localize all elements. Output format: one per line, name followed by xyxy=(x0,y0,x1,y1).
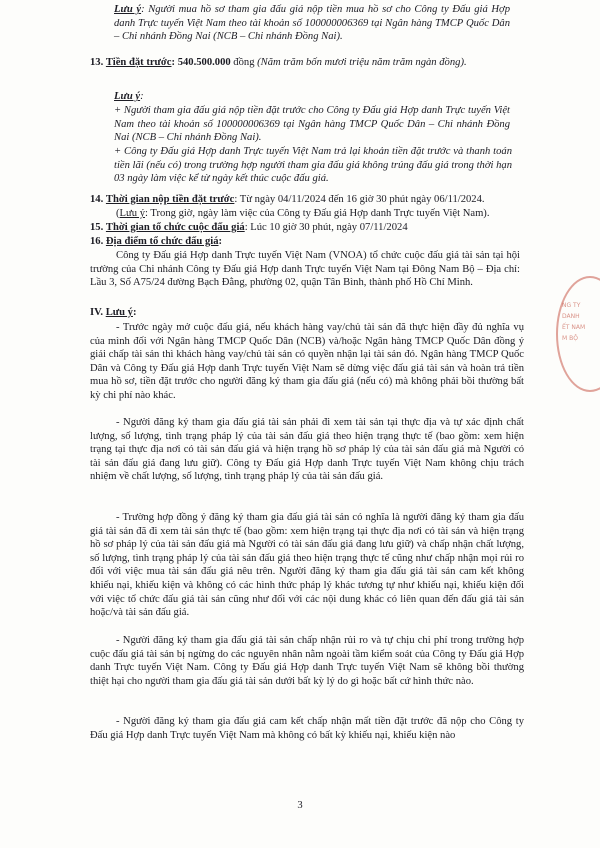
section-13-deposit xyxy=(90,56,520,70)
section-num: 16. xyxy=(90,236,104,247)
section-16-heading xyxy=(90,235,520,249)
notice-bullet-2: - Người đăng ký tham gia đấu giá tài sản phải đi xem tài sản tại thực địa và tự xác định chất lượng, số lượng, tình trạng pháp lý của tài sản đấu giá theo hiện trạng thực tế (bao gồm: xem hiện trạng tại thực địa nơi có tài sản đấu giá và hiện trạng hồ sơ pháp lý của tài sản đấu giá mà Người có tài sản đấu giá đang lưu giữ). Công ty Đấu giá Hợp danh Trực tuyến Việt Nam không chịu trách nhiệm về chất lượng, số lượng, tình trạng pháp lý của tài sản đấu giá. xyxy=(90,417,524,483)
section-colon: : xyxy=(132,307,137,318)
note-label: Lưu ý xyxy=(114,91,141,102)
seal-line: DANH xyxy=(562,313,580,320)
section-colon: : xyxy=(171,57,178,68)
section-num: 15. xyxy=(90,222,104,233)
notice-bullet-4: - Người đăng ký tham gia đấu giá tài sản chấp nhận rủi ro và tự chịu chi phí trong trường hợp cuộc đấu giá tài sản bị ngừng do các nguyên nhân nằm ngoài tầm kiểm soát của Công ty Đấu giá Hợp danh Trực tuyến Việt Nam. Công ty Đấu giá Hợp danh Trực tuyến Việt Nam sẽ không bồi thường thiệt hại cho người tham gia đấu giá tài sản dưới bất kỳ lý do gì hoặc bất cứ hình thức nào. xyxy=(90,635,524,687)
deposit-unit: đồng xyxy=(230,57,258,68)
page-number: 3 xyxy=(297,800,303,811)
section-16-address xyxy=(90,249,520,290)
note-label: Lưu ý xyxy=(114,4,142,15)
section-label: Thời gian tổ chức cuộc đấu giá xyxy=(105,222,245,233)
notice-bullet-1: - Trước ngày mở cuộc đấu giá, nếu khách hàng vay/chủ tài sản đã thực hiện đầy đủ nghĩa vụ của mình đối với Ngân hàng TMCP Quốc Dân (NCB) và/hoặc Ngân hàng TMCP Quốc Dân đồng ý giải chấp tài sản thì khách hàng vay/chủ tài sản có quyền nhận lại tài sản đó. Ngân hàng TMCP Quốc Dân và Công ty Đấu giá Hợp danh Trực tuyến Việt Nam sẽ dừng việc đấu giá tài sản và hoàn trả tiền mua hồ sơ, tiền đặt trước cho người đăng ký tham gia đấu giá (nếu có) mà không phải bồi thường bất kỳ chi phí nào khác. xyxy=(90,322,524,401)
section-label: Lưu ý xyxy=(105,307,133,318)
section-15-auction-time xyxy=(90,221,520,235)
note-2-heading xyxy=(114,90,510,104)
note-text: : Trong giờ, ngày làm việc của Công ty Đấu giá Hợp danh Trực tuyến Việt Nam). xyxy=(145,208,490,219)
seal-line: M BỘ xyxy=(562,335,578,342)
seal-text xyxy=(562,300,585,344)
deposit-amount-words: (Năm trăm bốn mươi triệu năm trăm ngàn đồng). xyxy=(257,57,467,68)
note-2-bullet-2: + Công ty Đấu giá Hợp danh Trực tuyến Việt Nam trả lại khoản tiền đặt trước và thanh toán tiền lãi (nếu có) trong trường hợp người tham gia đấu giá không trúng đấu giá trong thời hạn 03 ngày làm việc kể từ ngày kết thúc cuộc đấu giá. xyxy=(114,146,512,185)
note-2-bullet-1: + Người tham gia đấu giá nộp tiền đặt trước cho Công ty Đấu giá Hợp danh Trực tuyến Việt Nam theo tài khoản số 100000006369 tại Ngân hàng TMCP Quốc Dân – Chi nhánh Đồng Nai (NCB – Chi nhánh Đồng Nai). xyxy=(114,105,510,144)
section-text: : Lúc 10 giờ 30 phút, ngày 07/11/2024 xyxy=(244,222,408,233)
notice-bullet-3: - Trường hợp đồng ý đăng ký tham gia đấu giá tài sản có nghĩa là người đăng ký tham gia đấu giá tài sản đã đi xem tài sản thực tế (bao gồm: xem hiện trạng tại thực địa nơi có tài sản và hiện trạng hồ sơ pháp lý của tài sản đấu giá mà Người có tài sản đấu giá đang lưu giữ) và chấp nhận chất lượng, số lượng, tình trạng pháp lý của tài sản đấu giá theo hiện trạng thực tế cũng như chấp nhận mọi rủi ro đối với việc mua tài sản đấu giá nêu trên. Người đăng ký tham gia đấu giá tài sản cam kết không khiếu nại, khiếu kiện và không có các hình thức pháp lý khác tương tự như khiếu nại, khiếu kiện đối với việc tổ chức đấu giá tài sản cũng như đối với các nội dung khác có liên quan đến đấu giá tài sản hoặc/và tài sản đấu giá. xyxy=(90,512,524,619)
note-purchase-fee xyxy=(114,3,510,44)
seal-line: NG TY xyxy=(562,302,581,309)
section-14-note: (Lưu ý: Trong giờ, ngày làm việc của Công ty Đấu giá Hợp danh Trực tuyến Việt Nam). xyxy=(116,208,490,219)
section-colon: : xyxy=(218,236,223,247)
section-num: 13. xyxy=(90,57,104,68)
section-label: Thời gian nộp tiền đặt trước xyxy=(105,194,235,205)
section-label: Địa điểm tổ chức đấu giá xyxy=(105,236,219,247)
section-text: : Từ ngày 04/11/2024 đến 16 giờ 30 phút ngày 06/11/2024. xyxy=(234,194,485,205)
note-label: Lưu ý xyxy=(119,208,145,219)
note-text: : Người mua hồ sơ tham gia đấu giá nộp tiền mua hồ sơ cho Công ty Đấu giá Hợp danh Trực tuyến Việt Nam theo tài khoản số 100000006369 tại Ngân hàng TMCP Quốc Dân – Chi nhánh Đồng Nai (NCB – Chi nhánh Đồng Nai). xyxy=(114,4,510,43)
section-iv-heading xyxy=(90,306,520,320)
address-text-a: Công ty Đấu giá Hợp danh Trực tuyến Việt Nam (VNOA) tổ chức cuộc đấu giá tài sản tại hội trường của Chi nhánh Công ty Đấu giá Hợp danh Trực tuyến Việt Nam tại Đông Nam Bộ – Địa chỉ: Lầu 3, Số A75/24 đường Bạch Đằng xyxy=(90,250,520,289)
notice-bullet-5: - Người đăng ký tham gia đấu giá cam kết chấp nhận mất tiền đặt trước đã nộp cho Công ty Đấu giá Hợp danh Trực tuyến Việt Nam mà không có bất kỳ khiếu nại, khiếu kiện nào xyxy=(90,716,524,741)
seal-line: ẾT NAM xyxy=(562,324,586,331)
section-14-deposit-time xyxy=(90,193,520,207)
address-text-b: , phường 02, quận Tân Bình, thành phố Hồ Chí Minh. xyxy=(244,277,473,289)
section-num: IV. xyxy=(90,307,104,318)
note-colon: : xyxy=(140,91,144,102)
section-label: Tiền đặt trước xyxy=(105,57,172,68)
deposit-amount: 540.500.000 xyxy=(177,57,231,68)
section-num: 14. xyxy=(90,194,104,205)
